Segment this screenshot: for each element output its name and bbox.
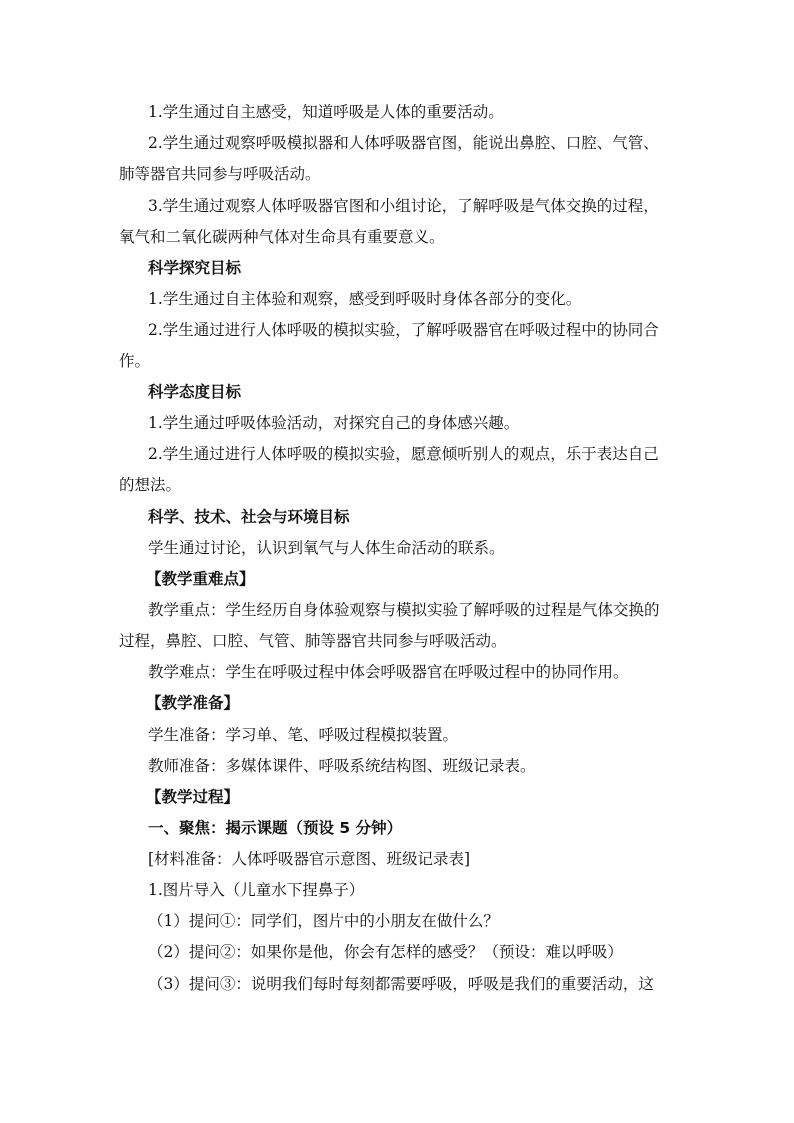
heading-inquiry: 科学探究目标 — [148, 259, 242, 277]
keypoint-line-1: 教学重点：学生经历自身体验观察与模拟实验了解呼吸的过程是气体交换的 — [148, 601, 660, 619]
inquiry-2-line-1: 2.学生通过进行人体呼吸的模拟实验，了解呼吸器官在呼吸过程中的协同合 — [148, 321, 659, 339]
prep-student: 学生准备：学习单、笔、呼吸过程模拟装置。 — [148, 726, 459, 744]
heading-prep: 【教学准备】 — [146, 694, 240, 712]
question-2: （2）提问②：如果你是他，你会有怎样的感受？（预设：难以呼吸） — [148, 943, 623, 961]
goal-1: 1.学生通过自主感受，知道呼吸是人体的重要活动。 — [148, 103, 504, 121]
goal-3-line-2: 氧气和二氧化碳两种气体对生命具有重要意义。 — [119, 228, 445, 246]
step-1-title: 一、聚焦：揭示课题（预设 5 分钟） — [148, 819, 403, 837]
difficulty: 教学难点：学生在呼吸过程中体会呼吸器官在呼吸过程中的协同作用。 — [148, 663, 629, 681]
goal-2-line-2: 肺等器官共同参与呼吸活动。 — [119, 165, 321, 183]
goal-3-line-1: 3.学生通过观察人体呼吸器官图和小组讨论，了解呼吸是气体交换的过程， — [148, 197, 659, 215]
heading-process: 【教学过程】 — [146, 788, 240, 806]
sts-1: 学生通过讨论，认识到氧气与人体生命活动的联系。 — [148, 539, 505, 557]
attitude-2-line-1: 2.学生通过进行人体呼吸的模拟实验，愿意倾听别人的观点，乐于表达自己 — [148, 445, 659, 463]
attitude-1: 1.学生通过呼吸体验活动，对探究自己的身体感兴趣。 — [148, 414, 520, 432]
heading-attitude: 科学态度目标 — [148, 383, 242, 401]
question-1: （1）提问①：同学们，图片中的小朋友在做什么？ — [148, 912, 499, 930]
question-3: （3）提问③：说明我们每时每刻都需要呼吸，呼吸是我们的重要活动，这 — [148, 975, 654, 993]
inquiry-1: 1.学生通过自主体验和观察，感受到呼吸时身体各部分的变化。 — [148, 290, 582, 308]
intro: 1.图片导入（儿童水下捏鼻子） — [148, 881, 365, 899]
heading-sts: 科学、技术、社会与环境目标 — [148, 508, 350, 526]
attitude-2-line-2: 的想法。 — [119, 476, 182, 494]
keypoint-line-2: 过程，鼻腔、口腔、气管、肺等器官共同参与呼吸活动。 — [119, 632, 507, 650]
prep-teacher: 教师准备：多媒体课件、呼吸系统结构图、班级记录表。 — [148, 757, 536, 775]
inquiry-2-line-2: 作。 — [119, 352, 151, 370]
goal-2-line-1: 2.学生通过观察呼吸模拟器和人体呼吸器官图，能说出鼻腔、口腔、气管、 — [148, 134, 659, 152]
heading-keypoints: 【教学重难点】 — [146, 570, 255, 588]
materials: [材料准备：人体呼吸器官示意图、班级记录表] — [148, 850, 471, 868]
